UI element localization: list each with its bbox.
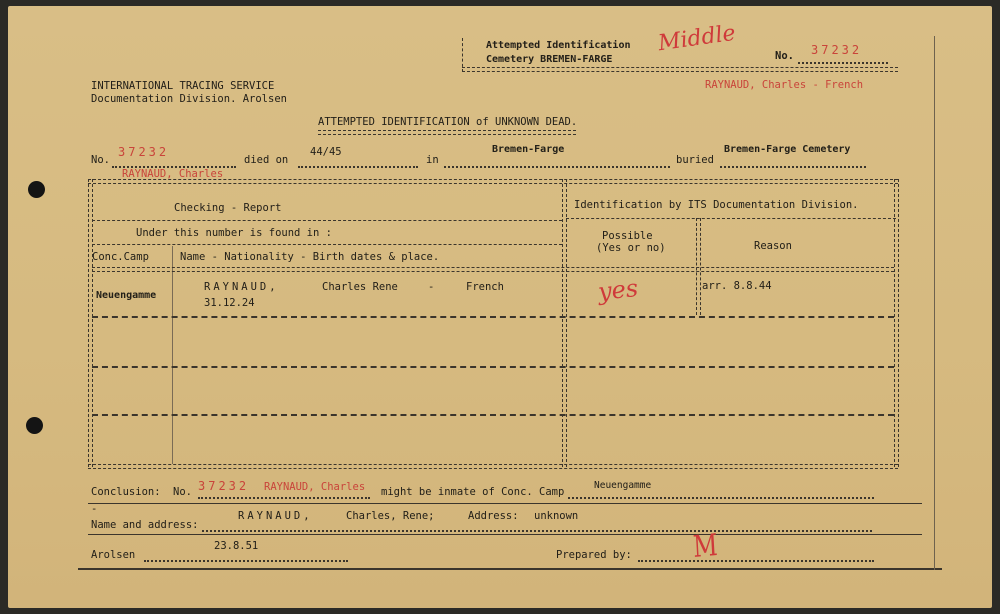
table-right-border — [894, 179, 899, 467]
conclusion-text: might be inmate of Conc. Camp — [381, 486, 565, 498]
header-box-bottom-border — [462, 67, 898, 72]
row-nationality: French — [466, 281, 504, 293]
record-no-value: 37232 — [118, 145, 170, 159]
in-label: in — [426, 154, 439, 166]
checking-header-rule — [92, 220, 562, 221]
conclusion-label: Conclusion: — [91, 486, 161, 498]
title-underline — [318, 130, 576, 135]
died-value: 44/45 — [310, 146, 342, 158]
table-bottom-border — [88, 464, 898, 469]
org-line2: Documentation Division. Arolsen — [91, 93, 287, 105]
address-value: unknown — [534, 510, 579, 522]
punch-hole-top — [28, 181, 45, 198]
address-label: Address: — [468, 510, 519, 522]
col-possible-1: Possible — [602, 230, 653, 242]
col-name: Name - Nationality - Birth dates & place. — [180, 251, 440, 263]
name-address-given: Charles, Rene; — [346, 510, 435, 522]
name-address-dots — [202, 530, 872, 532]
conclusion-rule — [88, 503, 922, 504]
row-name: RAYNAUD, — [204, 281, 279, 293]
identification-header: Identification by ITS Documentation Division. — [574, 199, 859, 211]
prepared-dots — [638, 560, 874, 562]
index-card — [8, 6, 992, 608]
conclusion-no-value: 37232 — [198, 479, 250, 493]
died-label: died on — [244, 154, 289, 166]
buried-value: Bremen-Farge Cemetery — [724, 144, 851, 155]
page-title: ATTEMPTED IDENTIFICATION of UNKNOWN DEAD. — [318, 116, 578, 128]
header-box-no-dots — [798, 62, 888, 64]
col-camp: Conc.Camp — [92, 251, 149, 263]
signature: M — [692, 527, 719, 566]
row-separator-1 — [92, 316, 894, 318]
table-left-border — [88, 179, 93, 467]
card-right-rule — [934, 36, 935, 570]
name-address-label: Name and address: — [91, 519, 199, 531]
table-divider-camp — [172, 246, 173, 464]
handwritten-note: Middle — [656, 20, 738, 57]
row-dash: - — [428, 281, 435, 293]
buried-dots — [720, 166, 866, 168]
header-box-line1: Attempted Identification — [486, 40, 631, 51]
conclusion-rule-dash: - — [91, 503, 98, 515]
name-address-name: RAYNAUD, — [238, 510, 313, 522]
header-row-bottom — [92, 267, 894, 272]
prepared-label: Prepared by: — [556, 549, 632, 561]
row-possible: yes — [596, 273, 640, 307]
buried-label: buried — [676, 154, 714, 166]
header-box-line2: Cemetery BREMEN-FARGE — [486, 54, 613, 65]
row-separator-2 — [92, 366, 894, 368]
row-camp: Neuengamme — [96, 290, 157, 301]
row-separator-3 — [92, 414, 894, 416]
checking-header: Checking - Report — [174, 202, 282, 214]
row-birth: 31.12.24 — [204, 297, 255, 309]
table-top-border — [88, 179, 898, 184]
conclusion-dots — [198, 497, 370, 499]
header-box-no-value: 37232 — [811, 43, 863, 57]
name-top-right: RAYNAUD, Charles - French — [705, 79, 864, 91]
card-bottom-rule — [78, 568, 942, 570]
footer-place: Arolsen — [91, 549, 136, 561]
found-in-label: Under this number is found in : — [136, 227, 332, 239]
table-divider-checking — [562, 179, 567, 467]
conclusion-camp: Neuengamme — [594, 480, 652, 491]
col-possible-2: (Yes or no) — [596, 242, 666, 254]
in-value: Bremen-Farge — [492, 144, 565, 155]
record-no-label: No. — [91, 154, 110, 166]
col-reason: Reason — [754, 240, 792, 252]
conclusion-camp-dots — [568, 497, 874, 499]
org-line1: INTERNATIONAL TRACING SERVICE — [91, 80, 275, 92]
name-under-no: RAYNAUD, Charles — [122, 168, 224, 180]
row-reason: arr. 8.8.44 — [702, 280, 772, 292]
punch-hole-bottom — [26, 417, 43, 434]
found-in-rule — [92, 244, 562, 245]
header-box-no-label: No. — [775, 50, 794, 62]
died-dots — [298, 166, 418, 168]
footer-date: 23.8.51 — [214, 540, 259, 552]
conclusion-name: RAYNAUD, Charles — [264, 481, 366, 493]
name-address-rule — [88, 534, 922, 535]
conclusion-no-label: No. — [173, 486, 192, 498]
row-given: Charles Rene — [322, 281, 398, 293]
in-dots — [444, 166, 670, 168]
footer-date-dots — [144, 560, 348, 562]
identification-header-rule — [566, 218, 896, 219]
